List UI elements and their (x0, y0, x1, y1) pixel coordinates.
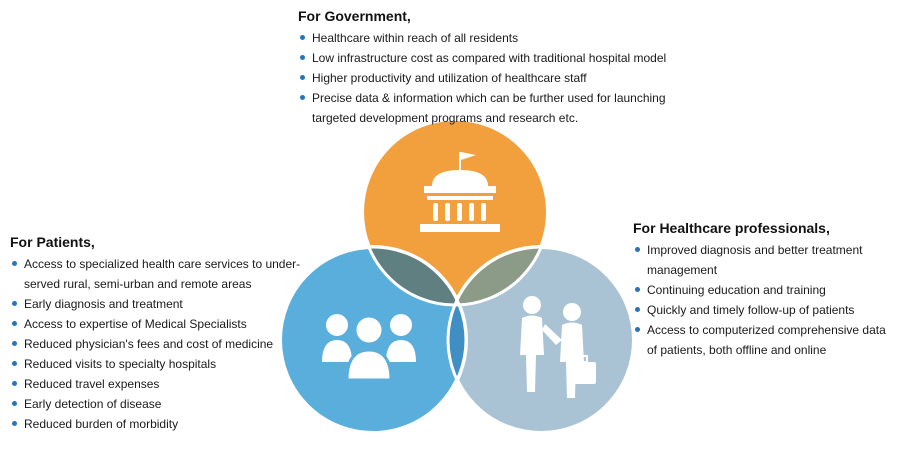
list-item: Reduced burden of morbidity (10, 414, 310, 434)
government-title: For Government, (298, 8, 411, 24)
list-item: Early detection of disease (10, 394, 310, 414)
professionals-benefits (633, 220, 898, 360)
government-list (298, 28, 728, 128)
list-item: Improved diagnosis and better treatment management (633, 240, 892, 280)
list-item: Low infrastructure cost as compared with traditional hospital model (298, 48, 728, 68)
professionals-title: For Healthcare professionals, (633, 220, 830, 236)
list-item: Reduced physician's fees and cost of medicine (10, 334, 310, 354)
professionals-list (633, 240, 898, 360)
list-item: Reduced visits to specialty hospitals (10, 354, 310, 374)
list-item: Higher productivity and utilization of healthcare staff (298, 68, 728, 88)
government-benefits (298, 8, 728, 128)
list-item: Reduced travel expenses (10, 374, 310, 394)
list-item: Quickly and timely follow-up of patients (633, 300, 898, 320)
list-item: Precise data & information which can be further used for launching targeted development programs and research etc. (298, 88, 672, 128)
list-item: Access to specialized health care services to under-served rural, semi-urban and remote areas (10, 254, 306, 294)
patients-benefits (10, 234, 310, 434)
list-item: Access to computerized comprehensive data of patients, both offline and online (633, 320, 892, 360)
patients-title: For Patients, (10, 234, 95, 250)
list-item: Continuing education and training (633, 280, 898, 300)
list-item: Healthcare within reach of all residents (298, 28, 728, 48)
patients-list (10, 254, 310, 434)
list-item: Access to expertise of Medical Specialists (10, 314, 310, 334)
list-item: Early diagnosis and treatment (10, 294, 310, 314)
